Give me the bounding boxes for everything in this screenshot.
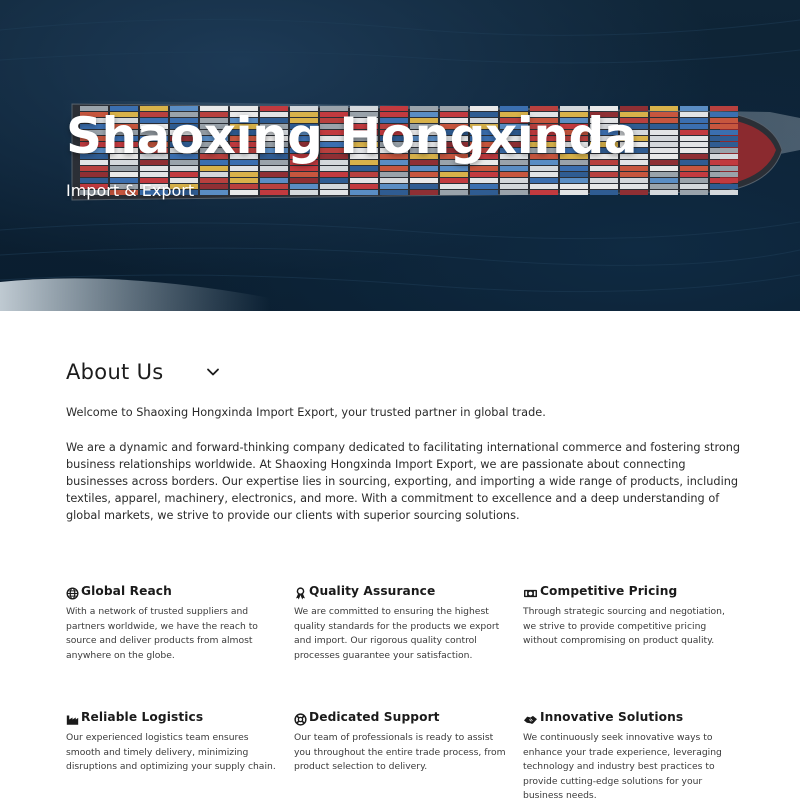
award-ribbon-icon	[294, 585, 307, 598]
feature-competitive-pricing	[523, 582, 735, 649]
globe-icon	[66, 585, 79, 598]
hero-title: Shaoxing Hongxinda	[66, 107, 637, 165]
feature-title: Innovative Solutions	[540, 710, 684, 724]
hero-subtitle: Import & Export	[66, 181, 195, 200]
feature-description: We continuously seek innovative ways to enhance your trade experience, leveraging technology and industry best practices to provide cutting-edge solutions for your business needs.	[523, 732, 722, 802]
feature-description: Our experienced logistics team ensures smooth and timely delivery, minimizing disruptions and optimizing your supply chain.	[66, 732, 276, 773]
money-bill-icon	[523, 585, 538, 598]
feature-description: With a network of trusted suppliers and partners worldwide, we have the reach to source and deliver products from almost anywhere on the globe.	[66, 606, 258, 661]
feature-description: Through strategic sourcing and negotiation, we strive to provide competitive pricing without compromising on product quality.	[523, 606, 725, 647]
hero-banner	[0, 0, 800, 311]
about-body: We are a dynamic and forward-thinking company dedicated to facilitating international commerce and fostering strong business relationships worldwide. At Shaoxing Hongxinda Import Export, we are passionate about connecting businesses across borders. Our expertise lies in sourcing, exporting, and importing a wide range of products, including textiles, apparel, machinery, electronics, and more. With a commitment to excellence and a deep understanding of global markets, we strive to provide our clients with superior sourcing solutions.	[66, 441, 741, 522]
feature-innovative-solutions	[523, 708, 735, 804]
feature-title: Reliable Logistics	[81, 710, 204, 724]
feature-dedicated-support	[294, 708, 506, 775]
about-title: About Us	[66, 360, 164, 384]
feature-description: We are committed to ensuring the highest quality standards for the products we export and import. Our rigorous quality control processes guarantee your satisfaction.	[294, 606, 500, 661]
feature-title: Global Reach	[81, 584, 172, 598]
industry-icon	[66, 711, 79, 724]
handshake-icon	[523, 711, 538, 724]
feature-title: Quality Assurance	[309, 584, 436, 598]
feature-title: Competitive Pricing	[540, 584, 678, 598]
feature-title: Dedicated Support	[309, 710, 440, 724]
feature-description: Our team of professionals is ready to assist you throughout the entire trade process, from product selection to delivery.	[294, 732, 506, 773]
chevron-down-icon[interactable]	[205, 364, 221, 380]
feature-quality-assurance	[294, 582, 506, 663]
feature-global-reach	[66, 582, 278, 663]
about-intro: Welcome to Shaoxing Hongxinda Import Export, your trusted partner in global trade.	[66, 406, 546, 419]
lifebuoy-icon	[294, 711, 307, 724]
about-header[interactable]	[66, 360, 221, 384]
feature-reliable-logistics	[66, 708, 278, 775]
